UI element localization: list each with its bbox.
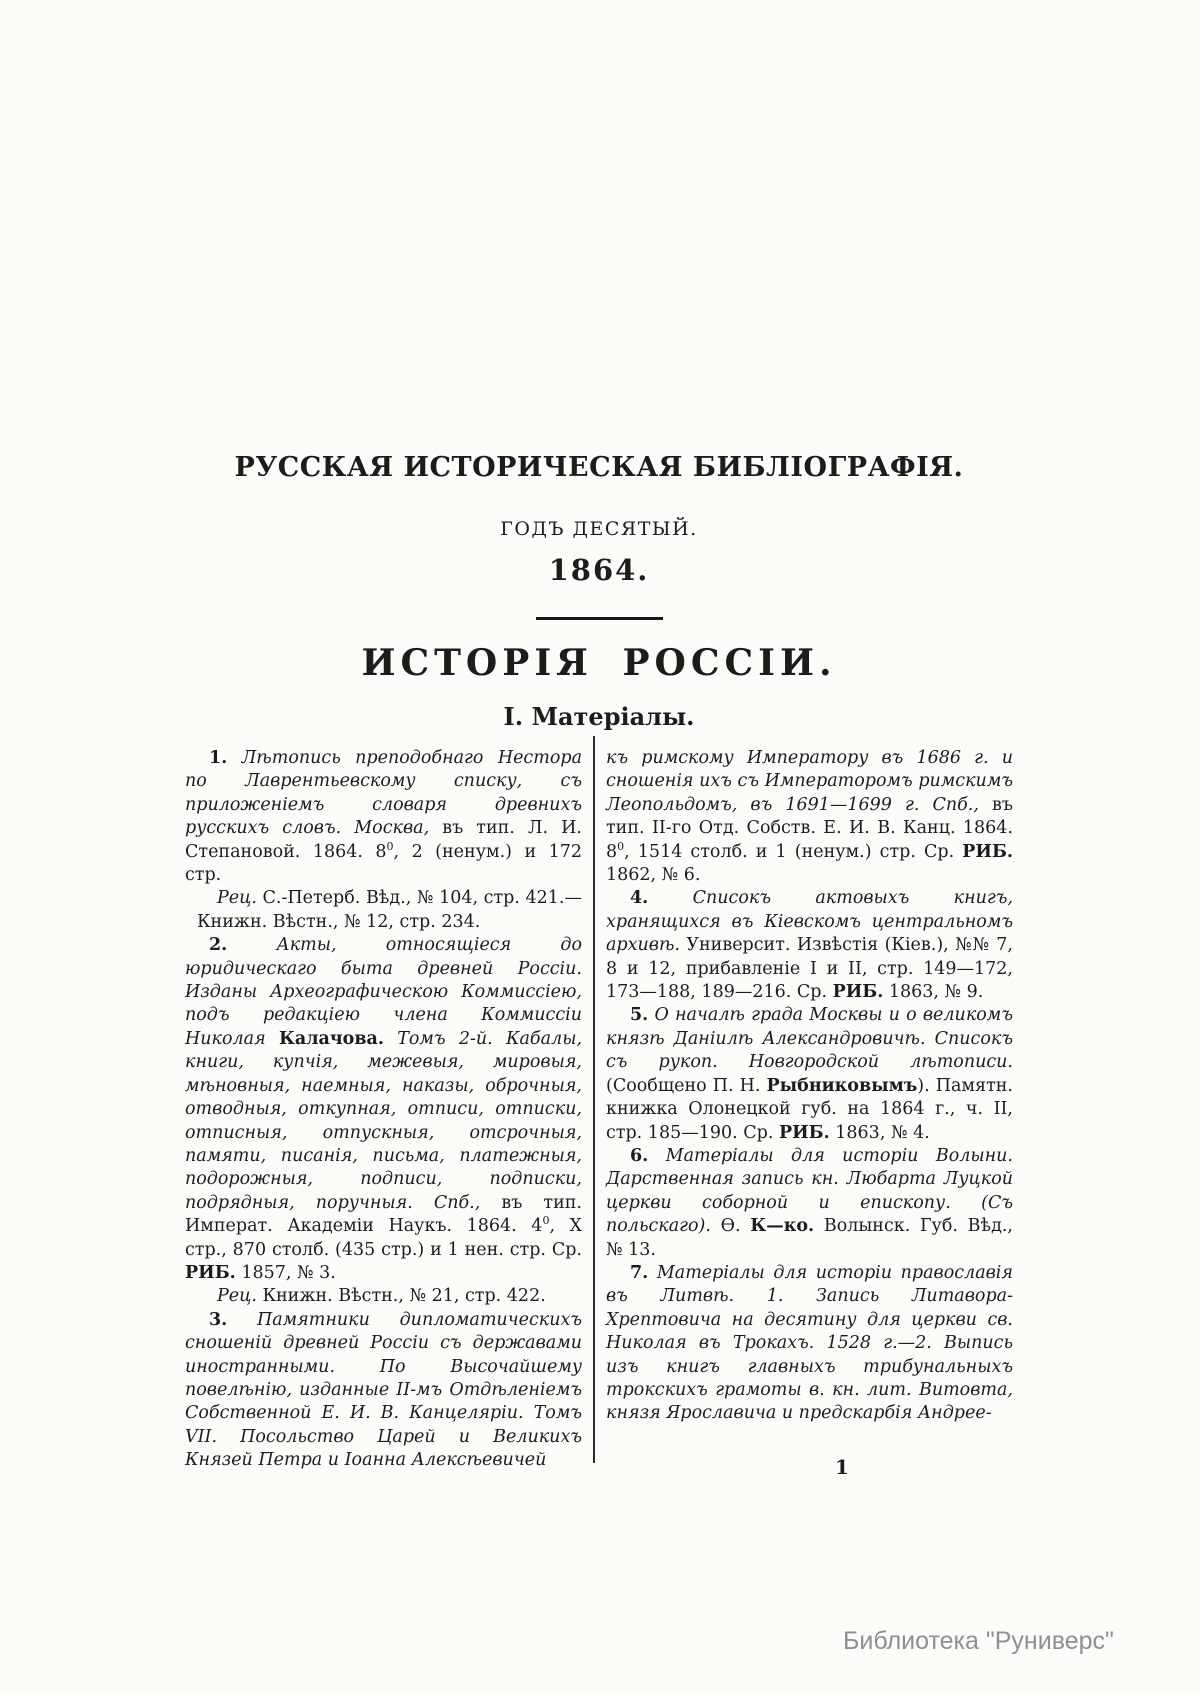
text-segment: 1. bbox=[209, 748, 228, 768]
text-segment: къ римскому Императору въ 1686 г. и сношенія ихъ съ Императоромъ римскимъ Леопольдомъ, въ 1691—1699 г. Спб., bbox=[606, 748, 1013, 815]
text-segment: О началѣ града Москвы и о великомъ князѣ Даніилѣ Александровичѣ. Списокъ съ рукоп. Новгородской лѣтописи. bbox=[606, 1005, 1013, 1073]
bibliography-paragraph bbox=[606, 1004, 1013, 1144]
bibliography-paragraph bbox=[606, 887, 1013, 1004]
text-segment: РИБ. bbox=[778, 1122, 830, 1143]
bibliography-paragraph bbox=[185, 934, 582, 1285]
text-segment: въ тип. II-го Отд. Собств. Е. И. В. Канц. 1864. 8 bbox=[606, 794, 1013, 862]
text-segment: въ тип. Императ. Академіи Наукъ. 1864. 4 bbox=[185, 1192, 582, 1237]
text-segment: Книжн. Вѣстн., № 21, стр. 422. bbox=[256, 1286, 546, 1307]
text-segment: Рец. bbox=[217, 888, 257, 909]
ornament-rule-wrap bbox=[185, 617, 1013, 620]
text-segment: Калачова. bbox=[278, 1028, 384, 1049]
bibliography-paragraph bbox=[606, 1145, 1013, 1262]
text-segment: РИБ. bbox=[185, 1262, 236, 1283]
bibliography-paragraph bbox=[185, 747, 582, 887]
left-text-column bbox=[185, 747, 582, 1473]
text-segment: Томъ 2-й. Кабалы, книги, купчія, межевыя, мировыя, мѣновныя, наемныя, наказы, оброчныя, отводныя, откупная, отписи, отписки, отписныя, отпускныя, отсрочныя, памяти, писанія, письма, платежныя, подорожныя, подписи, подписки, подрядныя, поручныя. Спб., bbox=[185, 1028, 583, 1213]
text-segment: С.-Петерб. Вѣд., № 104, стр. 421.—Книжн. Вѣстн., № 12, стр. 234. bbox=[197, 888, 582, 932]
text-segment: 4. bbox=[630, 888, 649, 909]
text-segment: 0 bbox=[617, 839, 625, 853]
text-segment: , X стр., 870 столб. (435 стр.) и 1 нен. стр. Ср. bbox=[185, 1216, 582, 1260]
bibliography-paragraph bbox=[185, 887, 582, 934]
library-watermark: Библиотека "Руниверс" bbox=[843, 1627, 1114, 1655]
text-segment: Списокъ актовыхъ книгъ, хранящихся въ Кіевскомъ центральномъ архивѣ. bbox=[606, 888, 1013, 956]
text-segment: РИБ. bbox=[962, 841, 1013, 862]
text-segment: Университ. Извѣстія (Кіев.), №№ 7, 8 и 12, прибавленіе I и II, стр. 149—172, 173—188, 189—216. Ср. bbox=[606, 935, 1013, 1003]
text-segment: 1857, № 3. bbox=[235, 1262, 336, 1283]
book-title: РУССКАЯ ИСТОРИЧЕСКАЯ БИБЛІОГРАФІЯ. bbox=[234, 452, 964, 483]
column-divider-rule bbox=[593, 736, 595, 1463]
text-segment: 0 bbox=[386, 839, 394, 853]
bibliography-paragraph bbox=[185, 1285, 582, 1308]
horizontal-rule bbox=[536, 617, 663, 620]
text-segment: Матеріалы для исторіи Волыни. Дарственная запись кн. Любарта Луцкой церкви соборной и епископу. (Съ польскаго). bbox=[606, 1145, 1013, 1237]
text-segment: Рыбниковымъ bbox=[766, 1075, 918, 1096]
text-segment: 3. bbox=[209, 1309, 228, 1330]
text-segment: Акты, относящіеся до юридическаго быта древней Россіи. Изданы Археографическою Коммиссіею, подъ редакціею члена Коммиссіи Николая bbox=[185, 935, 582, 1049]
text-segment: 6. bbox=[630, 1145, 649, 1166]
text-segment: 0 bbox=[542, 1214, 550, 1228]
edition-year: 1864. bbox=[548, 553, 650, 587]
text-segment: , 2 (ненум.) и 172 стр. bbox=[185, 841, 583, 886]
text-segment: Матеріалы для исторіи православія въ Литвѣ. 1. Запись Литавора-Хрептовича на десятину для церкви св. Николая въ Трокахъ. 1528 г.—2. Выпись изъ книгъ главныхъ трибунальныхъ трокскихъ грамоты в. кн. лит. Витовта, князя Ярославича и предскарбія Андрее- bbox=[606, 1262, 1013, 1424]
text-segment: Памятники дипломатическихъ сношеній древней Россіи съ державами иностранными. По Высочайшему повелѣнію, изданные II-мъ Отдѣленіемъ Собственной Е. И. В. Канцеляріи. Томъ VII. Посольство Царей и Великихъ Князей Петра и Іоанна Алексѣевичей bbox=[185, 1309, 582, 1471]
text-segment: 1863, № 9. bbox=[883, 982, 984, 1003]
text-segment: Ѳ. bbox=[710, 1216, 751, 1237]
bibliography-paragraph bbox=[185, 1309, 582, 1473]
text-segment: Лѣтопись преподобнаго Нестора по Лаврентьевскому списку, съ приложеніемъ словаря древнихъ русскихъ словъ. Москва, bbox=[185, 748, 582, 839]
bibliography-paragraph bbox=[606, 747, 1013, 887]
text-segment: 1863, № 4. bbox=[829, 1122, 930, 1143]
text-segment: 2. bbox=[209, 935, 228, 956]
bibliography-paragraph bbox=[606, 1262, 1013, 1426]
text-segment: 7. bbox=[630, 1262, 649, 1283]
text-segment: , 1514 столб. и 1 (ненум.) стр. Ср. bbox=[624, 841, 963, 862]
book-subtitle: ГОДЪ ДЕСЯТЫЙ. bbox=[500, 518, 698, 540]
text-segment: (Сообщено П. Н. bbox=[606, 1075, 767, 1096]
text-segment: 1862, № 6. bbox=[606, 865, 701, 886]
subsection-heading: I. Матеріалы. bbox=[503, 702, 695, 731]
section-heading: ИСТОРІЯ РОССІИ. bbox=[361, 642, 837, 684]
text-segment: Рец. bbox=[217, 1286, 257, 1307]
right-text-column bbox=[606, 747, 1013, 1426]
text-segment: РИБ. bbox=[832, 982, 884, 1003]
text-segment: 5. bbox=[630, 1005, 649, 1026]
text-segment: Волынск. Губ. Вѣд., № 13. bbox=[606, 1216, 1013, 1260]
text-segment: К—ко. bbox=[750, 1216, 815, 1237]
text-segment: въ тип. Л. И. Степановой. 1864. 8 bbox=[185, 818, 582, 862]
text-segment: ). Памятн. книжка Олонецкой губ. на 1864 г., ч. II, стр. 185—190. Ср. bbox=[606, 1075, 1013, 1143]
page-number: 1 bbox=[835, 1455, 849, 1479]
